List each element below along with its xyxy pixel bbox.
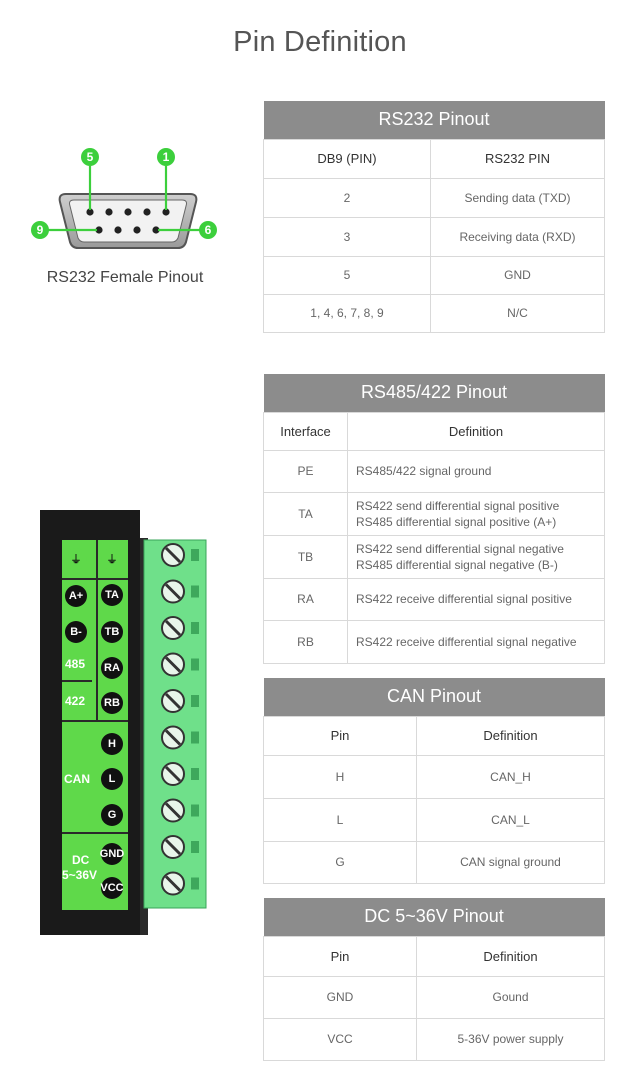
table-cell: 2 bbox=[264, 178, 431, 217]
table-cell: G bbox=[264, 841, 417, 883]
pin-label-1: 1 bbox=[162, 150, 170, 164]
table-row bbox=[264, 1018, 605, 1060]
rs232-female-pinout-caption: RS232 Female Pinout bbox=[46, 269, 204, 286]
pin-badge-ra: RA bbox=[101, 657, 123, 679]
wire-slot bbox=[191, 695, 199, 707]
panel-divider bbox=[62, 832, 128, 834]
table-row bbox=[264, 620, 605, 663]
table-cell: Receiving data (RXD) bbox=[431, 217, 605, 256]
wire-slot bbox=[191, 841, 199, 853]
table-cell: L bbox=[264, 798, 417, 841]
can-pinout-table bbox=[263, 678, 605, 884]
group-label-422: 422 bbox=[65, 694, 86, 708]
panel-divider bbox=[62, 680, 92, 682]
column-header: DB9 (PIN) bbox=[264, 139, 431, 178]
wire-slot bbox=[191, 586, 199, 598]
wire-slot bbox=[191, 549, 199, 561]
table-cell: GND bbox=[264, 976, 417, 1018]
column-header: Definition bbox=[348, 412, 605, 450]
table-row bbox=[264, 256, 605, 294]
table-row bbox=[264, 841, 605, 883]
table-cell: CAN_L bbox=[417, 798, 605, 841]
pin-badge-a-plus: A+ bbox=[65, 585, 87, 607]
table-cell: H bbox=[264, 755, 417, 798]
table-cell: 3 bbox=[264, 217, 431, 256]
panel-divider bbox=[62, 720, 128, 722]
table-row bbox=[264, 976, 605, 1018]
wire-slot bbox=[191, 878, 199, 890]
ground-icon: ⏚ bbox=[101, 548, 123, 570]
column-header: Definition bbox=[417, 936, 605, 976]
pin-badge-gnd: GND bbox=[101, 843, 123, 865]
wire-slot bbox=[191, 768, 199, 780]
table-cell: CAN signal ground bbox=[417, 841, 605, 883]
table-cell: 5 bbox=[264, 256, 431, 294]
table-row bbox=[264, 798, 605, 841]
table-cell: VCC bbox=[264, 1018, 417, 1060]
table-row bbox=[264, 535, 605, 578]
table-cell: RB bbox=[264, 620, 348, 663]
pin-badge-l: L bbox=[101, 768, 123, 790]
page-title: Pin Definition bbox=[233, 26, 407, 58]
pin-badge-h: H bbox=[101, 733, 123, 755]
panel-divider bbox=[62, 578, 128, 580]
table-cell: RA bbox=[264, 578, 348, 620]
table-title: RS232 Pinout bbox=[264, 101, 605, 139]
pin-label-9: 9 bbox=[36, 223, 44, 237]
ground-icon: ⏚ bbox=[65, 548, 87, 570]
table-row bbox=[264, 492, 605, 535]
pin-badge-g: G bbox=[101, 804, 123, 826]
dc-pinout-table bbox=[263, 898, 605, 1061]
db9-connector-diagram bbox=[28, 144, 228, 254]
table-cell: 5-36V power supply bbox=[417, 1018, 605, 1060]
rs485-422-pinout-table bbox=[263, 374, 605, 664]
pin-label-5: 5 bbox=[86, 150, 94, 164]
column-header: Pin bbox=[264, 936, 417, 976]
table-cell: RS422 receive differential signal positive bbox=[348, 578, 605, 620]
table-cell: RS422 send differential signal positive RS485 differential signal positive (A+) bbox=[348, 492, 605, 535]
table-row bbox=[264, 294, 605, 332]
table-cell: PE bbox=[264, 450, 348, 492]
table-cell: GND bbox=[431, 256, 605, 294]
group-label-can: CAN bbox=[64, 772, 90, 786]
pin-badge-tb: TB bbox=[101, 621, 123, 643]
table-row bbox=[264, 450, 605, 492]
table-title: CAN Pinout bbox=[264, 678, 605, 716]
rs232-pinout-table bbox=[263, 101, 605, 333]
column-header: Pin bbox=[264, 716, 417, 755]
pin-badge-vcc: VCC bbox=[101, 877, 123, 899]
pin-badge-rb: RB bbox=[101, 692, 123, 714]
table-cell: 1, 4, 6, 7, 8, 9 bbox=[264, 294, 431, 332]
pin-badge-b-minus: B- bbox=[65, 621, 87, 643]
table-cell: RS422 receive differential signal negative bbox=[348, 620, 605, 663]
group-label-dc: DC bbox=[72, 853, 90, 867]
table-cell: N/C bbox=[431, 294, 605, 332]
group-label-voltage: 5~36V bbox=[62, 868, 98, 882]
table-title: RS485/422 Pinout bbox=[264, 374, 605, 412]
wire-slot bbox=[191, 659, 199, 671]
table-cell: TB bbox=[264, 535, 348, 578]
column-header: Interface bbox=[264, 412, 348, 450]
table-row bbox=[264, 755, 605, 798]
table-cell: Gound bbox=[417, 976, 605, 1018]
table-cell: TA bbox=[264, 492, 348, 535]
table-title: DC 5~36V Pinout bbox=[264, 898, 605, 936]
pin-label-6: 6 bbox=[204, 223, 212, 237]
wire-slot bbox=[191, 622, 199, 634]
table-row bbox=[264, 217, 605, 256]
table-row bbox=[264, 578, 605, 620]
panel-divider bbox=[96, 540, 98, 720]
column-header: Definition bbox=[417, 716, 605, 755]
wire-slot bbox=[191, 732, 199, 744]
table-cell: Sending data (TXD) bbox=[431, 178, 605, 217]
table-cell: RS485/422 signal ground bbox=[348, 450, 605, 492]
group-label-485: 485 bbox=[65, 657, 86, 671]
column-header: RS232 PIN bbox=[431, 139, 605, 178]
wire-slot bbox=[191, 805, 199, 817]
table-row bbox=[264, 178, 605, 217]
table-cell: RS422 send differential signal negative RS485 differential signal negative (B-) bbox=[348, 535, 605, 578]
table-cell: CAN_H bbox=[417, 755, 605, 798]
pin-badge-ta: TA bbox=[101, 584, 123, 606]
